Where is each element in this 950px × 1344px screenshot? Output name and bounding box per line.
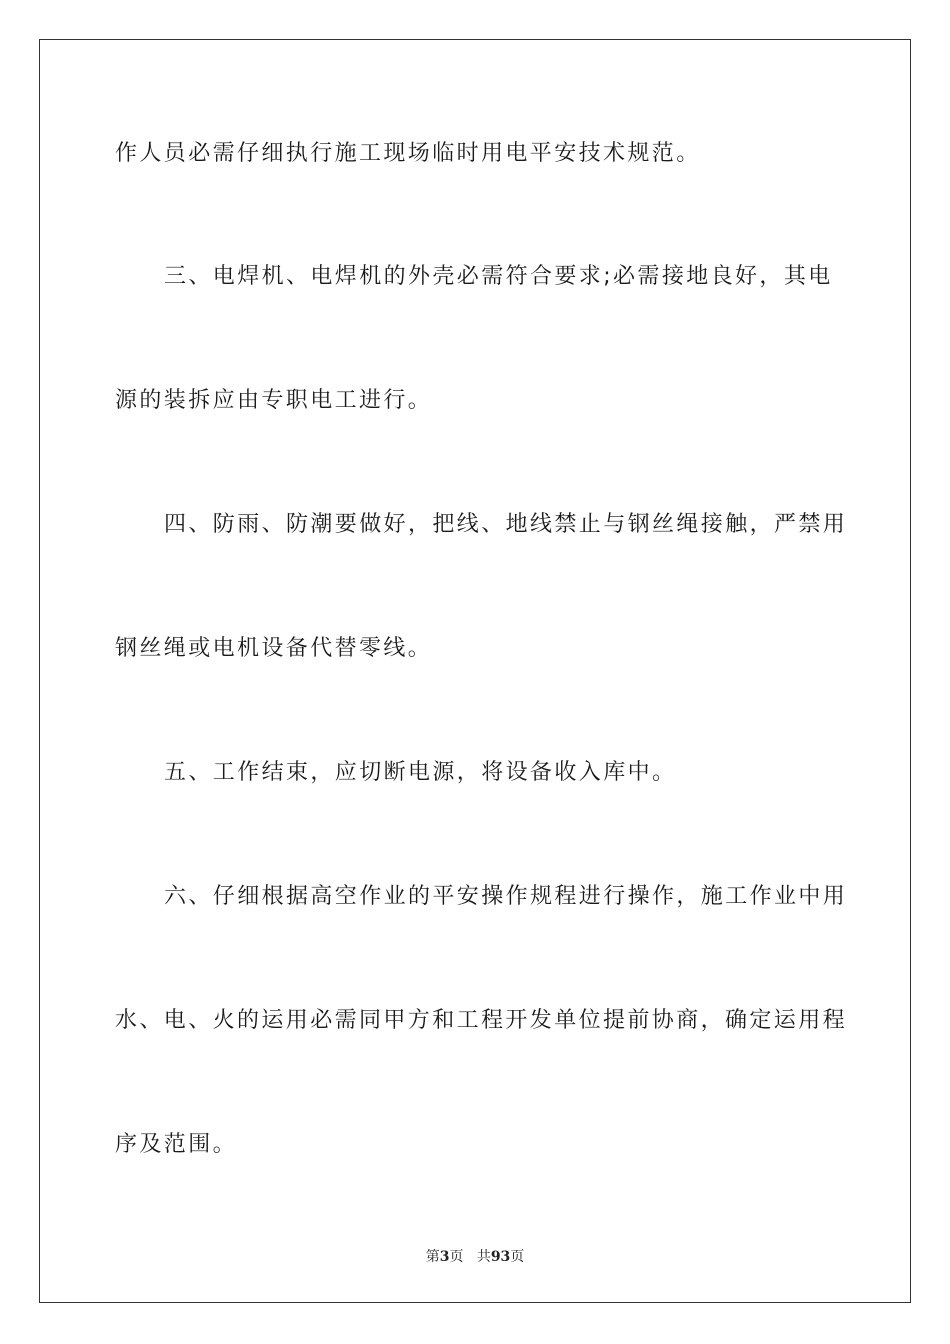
- paragraph-line-2: 三、电焊机、电焊机的外壳必需符合要求;必需接地良好，其电: [164, 264, 833, 289]
- paragraph-line-9: 序及范围。: [115, 1132, 238, 1157]
- paragraph-line-7: 六、仔细根据高空作业的平安操作规程进行操作，施工作业中用: [164, 884, 848, 909]
- paragraph-line-8: 水、电、火的运用必需同甲方和工程开发单位提前协商，确定运用程: [115, 1008, 848, 1033]
- page-number: 3: [439, 1249, 450, 1265]
- paragraph-line-6: 五、工作结束，应切断电源，将设备收入库中。: [164, 760, 677, 785]
- paragraph-line-1: 作人员必需仔细执行施工现场临时用电平安技术规范。: [115, 141, 701, 166]
- page-suffix: 页: [449, 1249, 464, 1265]
- paragraph-line-5: 钢丝绳或电机设备代替零线。: [115, 636, 433, 661]
- page-border: [39, 39, 911, 1303]
- page-prefix: 第: [425, 1249, 440, 1265]
- paragraph-line-3: 源的装拆应由专职电工进行。: [115, 388, 433, 413]
- total-suffix: 页: [510, 1249, 525, 1265]
- paragraph-line-4: 四、防雨、防潮要做好，把线、地线禁止与钢丝绳接触，严禁用: [164, 512, 848, 537]
- total-prefix: 共: [476, 1249, 491, 1265]
- page-footer: [0, 1247, 950, 1267]
- total-pages: 93: [490, 1249, 511, 1265]
